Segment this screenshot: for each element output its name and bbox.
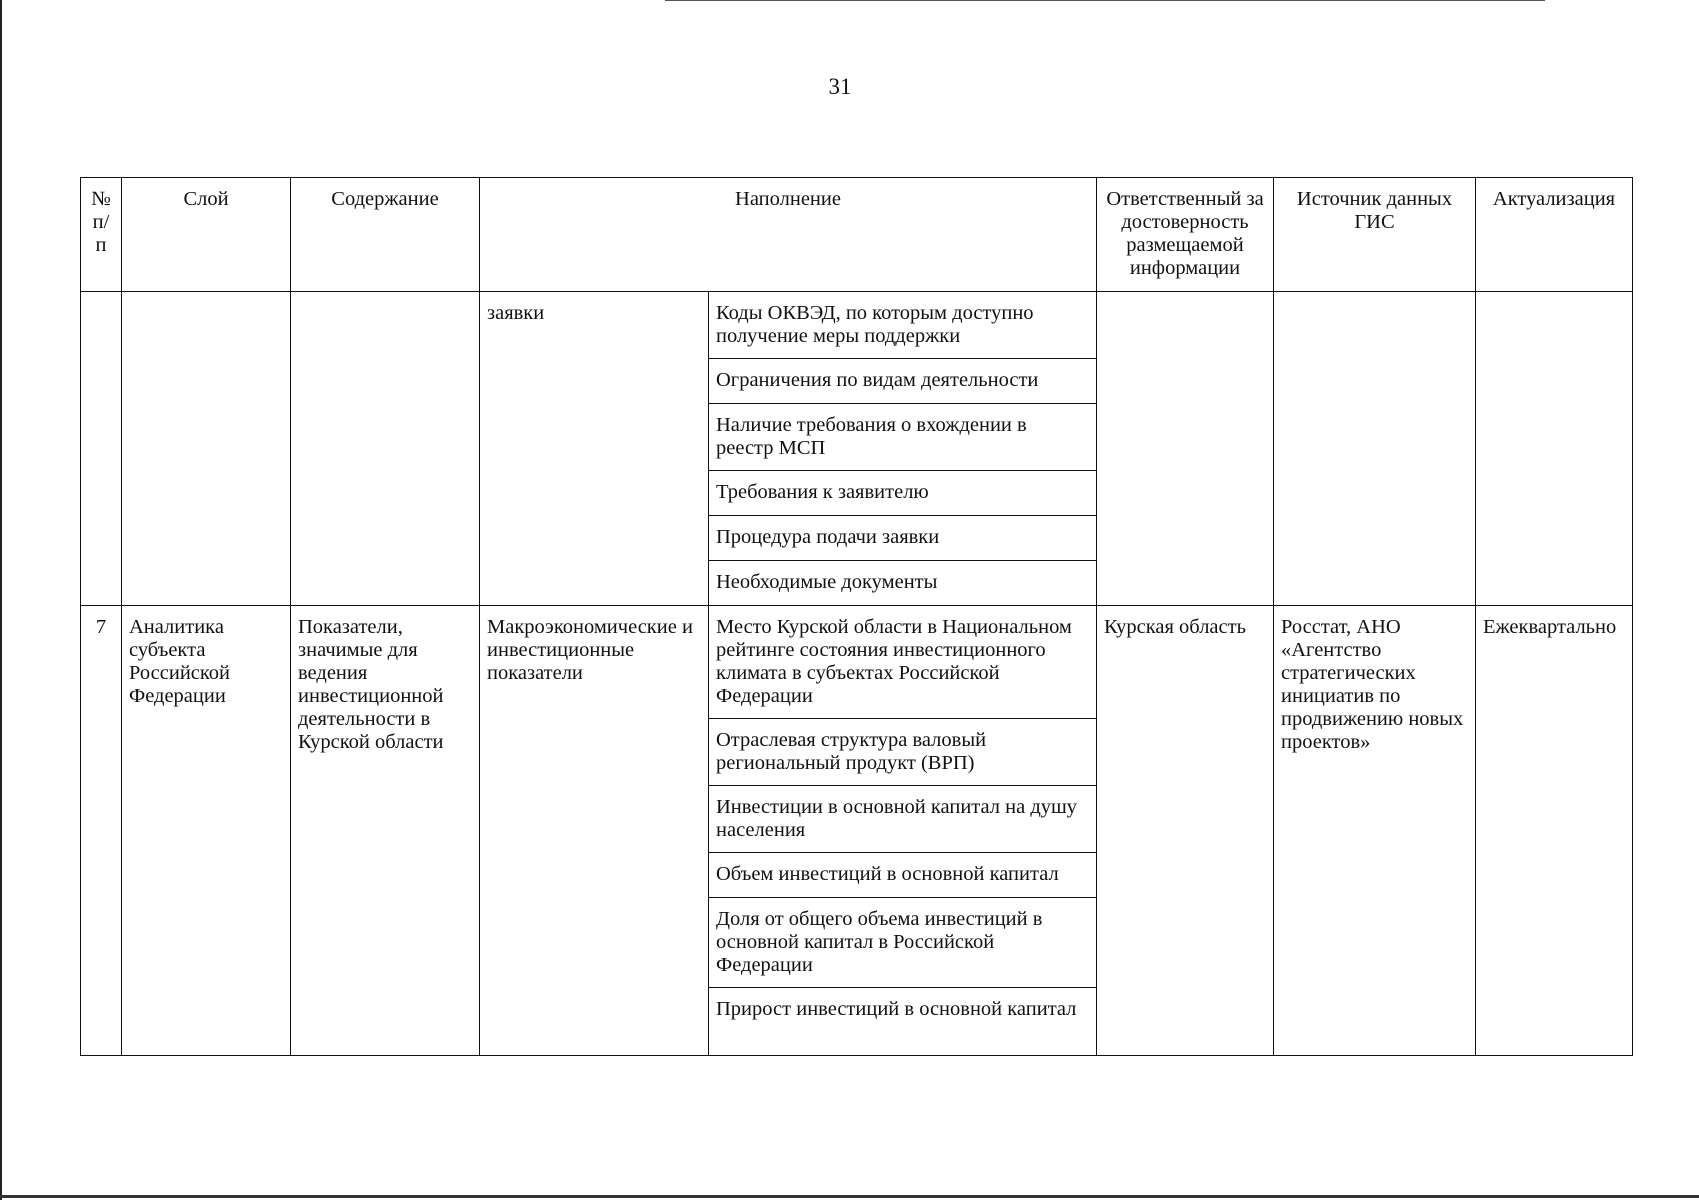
- cell-item: Необходимые документы: [709, 561, 1097, 606]
- header-filling: Наполнение: [480, 178, 1097, 292]
- cell-group: Макроэкономические и инвестиционные показатели: [480, 606, 709, 1056]
- cell-content-empty: [291, 292, 480, 606]
- cell-layer-empty: [122, 292, 291, 606]
- page-number: 31: [828, 74, 852, 99]
- header-responsible: Ответственный за достоверность размещаемой информации: [1097, 178, 1274, 292]
- scan-edge-left: [0, 0, 2, 1200]
- cell-item: Инвестиции в основной капитал на душу населения: [709, 786, 1097, 853]
- cell-update-empty: [1476, 292, 1633, 606]
- cell-item: Отраслевая структура валовый региональный продукт (ВРП): [709, 719, 1097, 786]
- cell-update: Ежеквартально: [1476, 606, 1633, 1056]
- table-header-row: [81, 178, 1633, 292]
- cell-group: заявки: [480, 292, 709, 606]
- header-source: Источник данных ГИС: [1274, 178, 1476, 292]
- cell-item: Место Курской области в Национальном рейтинге состояния инвестиционного климата в субъектах Российской Федерации: [709, 606, 1097, 719]
- header-layer: Слой: [122, 178, 291, 292]
- table-row: [81, 606, 1633, 719]
- cell-num: 7: [81, 606, 122, 1056]
- cell-item: Объем инвестиций в основной капитал: [709, 853, 1097, 898]
- data-table: [80, 177, 1633, 1056]
- cell-source: Росстат, АНО «Агентство стратегических инициатив по продвижению новых проектов»: [1274, 606, 1476, 1056]
- table-row: [81, 292, 1633, 359]
- cell-item: Ограничения по видам деятельности: [709, 359, 1097, 404]
- header-content: Содержание: [291, 178, 480, 292]
- cell-layer: Аналитика субъекта Российской Федерации: [122, 606, 291, 1056]
- header-update: Актуализация: [1476, 178, 1633, 292]
- cell-item: Процедура подачи заявки: [709, 516, 1097, 561]
- scan-edge-top: [665, 0, 1545, 1]
- cell-item: Доля от общего объема инвестиций в основной капитал в Российской Федерации: [709, 898, 1097, 988]
- cell-responsible-empty: [1097, 292, 1274, 606]
- scan-edge-bottom: [0, 1195, 1699, 1198]
- cell-item: Прирост инвестиций в основной капитал: [709, 988, 1097, 1056]
- cell-content: Показатели, значимые для ведения инвестиционной деятельности в Курской области: [291, 606, 480, 1056]
- cell-item: Требования к заявителю: [709, 471, 1097, 516]
- cell-responsible: Курская область: [1097, 606, 1274, 1056]
- header-num: № п/ п: [81, 178, 122, 292]
- cell-item: Коды ОКВЭД, по которым доступно получение меры поддержки: [709, 292, 1097, 359]
- cell-num-empty: [81, 292, 122, 606]
- cell-source-empty: [1274, 292, 1476, 606]
- cell-item: Наличие требования о вхождении в реестр МСП: [709, 404, 1097, 471]
